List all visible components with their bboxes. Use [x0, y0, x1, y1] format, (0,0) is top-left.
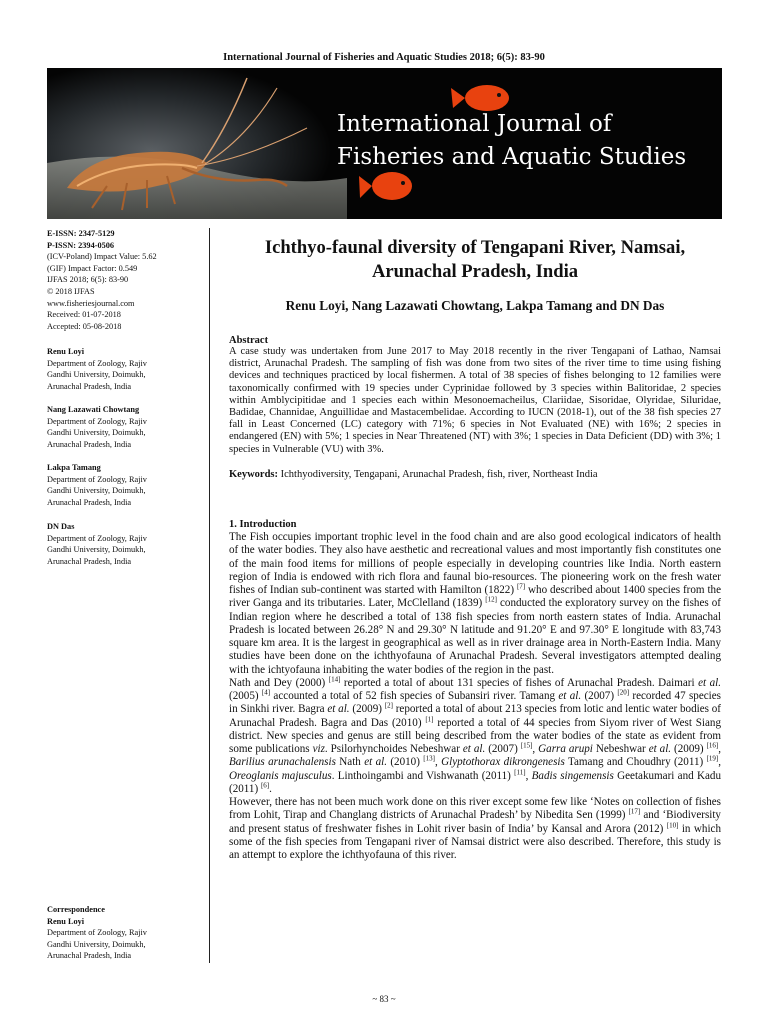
citation-ref[interactable]: [4] [261, 688, 271, 697]
affiliation-author-name: Lakpa Tamang [47, 463, 101, 472]
citation-ref[interactable]: [16] [706, 741, 719, 750]
citation-ref[interactable]: [13] [423, 754, 435, 763]
article-title [229, 236, 721, 284]
citation-ref[interactable]: [20] [617, 688, 630, 697]
affiliation-line: Gandhi University, Doimukh, [47, 428, 146, 438]
citation-ref[interactable]: [7] [516, 582, 526, 591]
intro-paragraph: However, there has not been much work done on this river except some few like ‘Notes on collection of fishes from Lohit, Tirap and Changlang districts of Arunachal Pradesh’ by Nibedita Sen (1999) [17] and ‘Biodiversity and present status of freshwater fishes in Lohit river basin of India’ by Kansal and Arora (2012) [10] in which some of the fish species from Tengapani river of Namsai district were also described. Therefore, this study is an attempt to explore the ichthyofauna of this river. [229, 796, 721, 861]
affiliation-line: Gandhi University, Doimukh, [47, 486, 146, 496]
affiliation-line: Arunachal Pradesh, India [47, 951, 132, 961]
citation-ref[interactable]: [19] [706, 754, 719, 763]
citation-ref[interactable]: [6] [260, 781, 270, 790]
p-issn: P-ISSN: 2394-0506 [47, 240, 115, 250]
correspondence-author-name: Renu Loyi [47, 916, 85, 926]
intro-paragraph: The Fish occupies important trophic level in the food chain and are also good ecological indicators of health of the water bodies. They also have aesthetic and recreational values and most importantly fish constitutes one of the main food items for millions of people especially in developing countries like India. North eastern region of India is endowed with rich flora and faunal bio-resources. The pioneering work on the fresh water fishes of Indian sub-continent was started with Hamilton (1822) [7] who described about 1400 species from the river Ganga and its tributaries. Later, McClelland (1839) [12] conducted the exploratory survey on the fishes of Indian region where he described a total of 138 fish species from north eastern states of India. Arunachal Pradesh is located between 26.28° N and 29.30° N latitude and 91.20° E and 97.30° E longitude with 83,743 square km area. It is the largest in geographical as well as in river drainage area in North-Eastern India. Many studies have been done on the ichthyofauna of Arunachal Pradesh. Several investigators attempted dealing with the ichtyofauna inhabiting the water bodies of the region in the past. [229, 531, 721, 676]
journal-banner [47, 68, 722, 219]
affiliation-author-name: Nang Lazawati Chowtang [47, 405, 140, 414]
issue-reference: IJFAS 2018; 6(5): 83-90 [47, 275, 129, 285]
introduction-heading: 1. Introduction [229, 519, 297, 530]
affiliation-line: Gandhi University, Doimukh, [47, 370, 146, 380]
affiliation-line: Gandhi University, Doimukh, [47, 939, 146, 949]
affiliation-line: Arunachal Pradesh, India [47, 439, 132, 449]
affiliation-line: Department of Zoology, Rajiv [47, 533, 147, 543]
intro-paragraph: Nath and Dey (2000) [14] reported a total of about 131 species of fishes of Arunachal Pradesh. Daimari et al. (2005) [4] accounted a total of 52 fish species of Subansiri river. Tamang et al. (2007) [20] recorded 47 species in Sinkhi river. Bagra et al. (2009) [2] reported a total of about 213 species from lotic and lentic water bodies of Arunachal Pradesh. Bagra and Das (2010) [1] reported a total of 44 species from Siyom river of West Siang district. New species and genus are still being described from the water bodies of the state as evident from some publications viz. Psilorhynchoides Nebeshwar et al. (2007) [15], Garra arupi Nebeshwar et al. (2009) [16], Barilius arunachalensis Nath et al. (2010) [13], Glyptothorax dikrongenesis Tamang and Choudhry (2011) [19], Oreoglanis majusculus. Linthoingambi and Vishwanath (2011) [11], Badis singemensis Geetakumari and Kadu (2011) [6]. [229, 675, 722, 795]
abstract-heading: Abstract [229, 335, 269, 346]
impact-factor: (GIF) Impact Factor: 0.549 [47, 263, 138, 273]
citation-ref[interactable]: [14] [328, 675, 341, 684]
banner-title-line-1: International Journal of [337, 111, 612, 137]
keywords [229, 469, 721, 480]
copyright: © 2018 IJFAS [47, 286, 95, 296]
affiliation-line: Gandhi University, Doimukh, [47, 545, 146, 555]
introduction-body [229, 531, 721, 862]
affiliation-line: Arunachal Pradesh, India [47, 556, 132, 566]
column-divider [209, 228, 210, 963]
affiliation-line: Department of Zoology, Rajiv [47, 358, 147, 368]
affiliation-line: Department of Zoology, Rajiv [47, 416, 147, 426]
correspondence-heading: Correspondence [47, 905, 105, 914]
journal-reference: International Journal of Fisheries and Aquatic Studies 2018; 6(5): 83-90 [223, 52, 545, 63]
citation-ref[interactable]: [10] [666, 820, 679, 829]
author-affiliation [47, 462, 207, 508]
citation-ref[interactable]: [12] [485, 595, 497, 604]
keywords-list: Ichthyodiversity, Tengapani, Arunachal Pradesh, fish, river, Northeast India [280, 468, 598, 480]
journal-website[interactable]: www.fisheriesjournal.com [47, 298, 135, 308]
banner-title [337, 108, 717, 174]
accepted-date: Accepted: 05-08-2018 [47, 321, 122, 331]
affiliation-line: Department of Zoology, Rajiv [47, 474, 147, 484]
citation-ref[interactable]: [1] [425, 714, 434, 723]
e-issn: E-ISSN: 2347-5129 [47, 229, 115, 238]
keywords-label: Keywords: [229, 468, 278, 480]
citation-ref[interactable]: [11] [514, 767, 526, 776]
received-date: Received: 01-07-2018 [47, 310, 121, 320]
author-affiliation [47, 404, 207, 450]
affiliation-line: Department of Zoology, Rajiv [47, 928, 147, 938]
banner-title-line-2: Fisheries and Aquatic Studies [337, 144, 687, 170]
author-affiliation [47, 521, 207, 567]
sidebar-journal-info [47, 228, 207, 332]
article-title-line-1: Ichthyo-faunal diversity of Tengapani River, Namsai, [264, 237, 686, 258]
impact-value: (ICV-Poland) Impact Value: 5.62 [47, 252, 157, 262]
affiliation-line: Arunachal Pradesh, India [47, 381, 132, 391]
author-affiliation [47, 346, 207, 392]
affiliation-author-name: Renu Loyi [47, 347, 85, 356]
page-number: ~ 83 ~ [372, 994, 396, 1004]
correspondence-block [47, 904, 207, 962]
abstract-text: A case study was undertaken from June 2017 to May 2018 recently in the river Tengapani of Lathao, Namsai district, Arunachal Pradesh. The sampling of fish was done from two sites of the river time to time using fishing devices and techniques practiced by local fishermen. A total of 38 species of fishes belonging to 12 families were taxonomically confirmed with 19 species under Cyprinidae followed by 3 species within Balitoridae, 2 species within Amblycipitidae and 1 species each within Mesonoemacheilus, Clariidae, Sisoridae, Olyridae, Siluridae, Badidae, Channidae, Anguillidae and Mastacembelidae. According to IUCN (2018-1), out of the 38 fish species 27 fall in Least Concerned (LC) category with 71%; 6 species in Not Evaluated (NE) with 16%; 2 species in endangered (EN) with 5%; 1 species in Near Threatened (NT) with 3%; 1 species in Data Deficient (DD) with 3%; 1 species in Vulnerable (VU) with 3%. [229, 346, 721, 455]
citation-ref[interactable]: [17] [628, 807, 641, 816]
citation-ref[interactable]: [2] [384, 701, 393, 710]
affiliation-line: Arunachal Pradesh, India [47, 497, 132, 507]
article-front-matter [229, 236, 721, 480]
affiliation-author-name: DN Das [47, 522, 75, 531]
article-title-line-2: Arunachal Pradesh, India [371, 261, 579, 282]
citation-ref[interactable]: [15] [520, 741, 533, 750]
article-authors: Renu Loyi, Nang Lazawati Chowtang, Lakpa Tamang and DN Das [285, 298, 665, 313]
